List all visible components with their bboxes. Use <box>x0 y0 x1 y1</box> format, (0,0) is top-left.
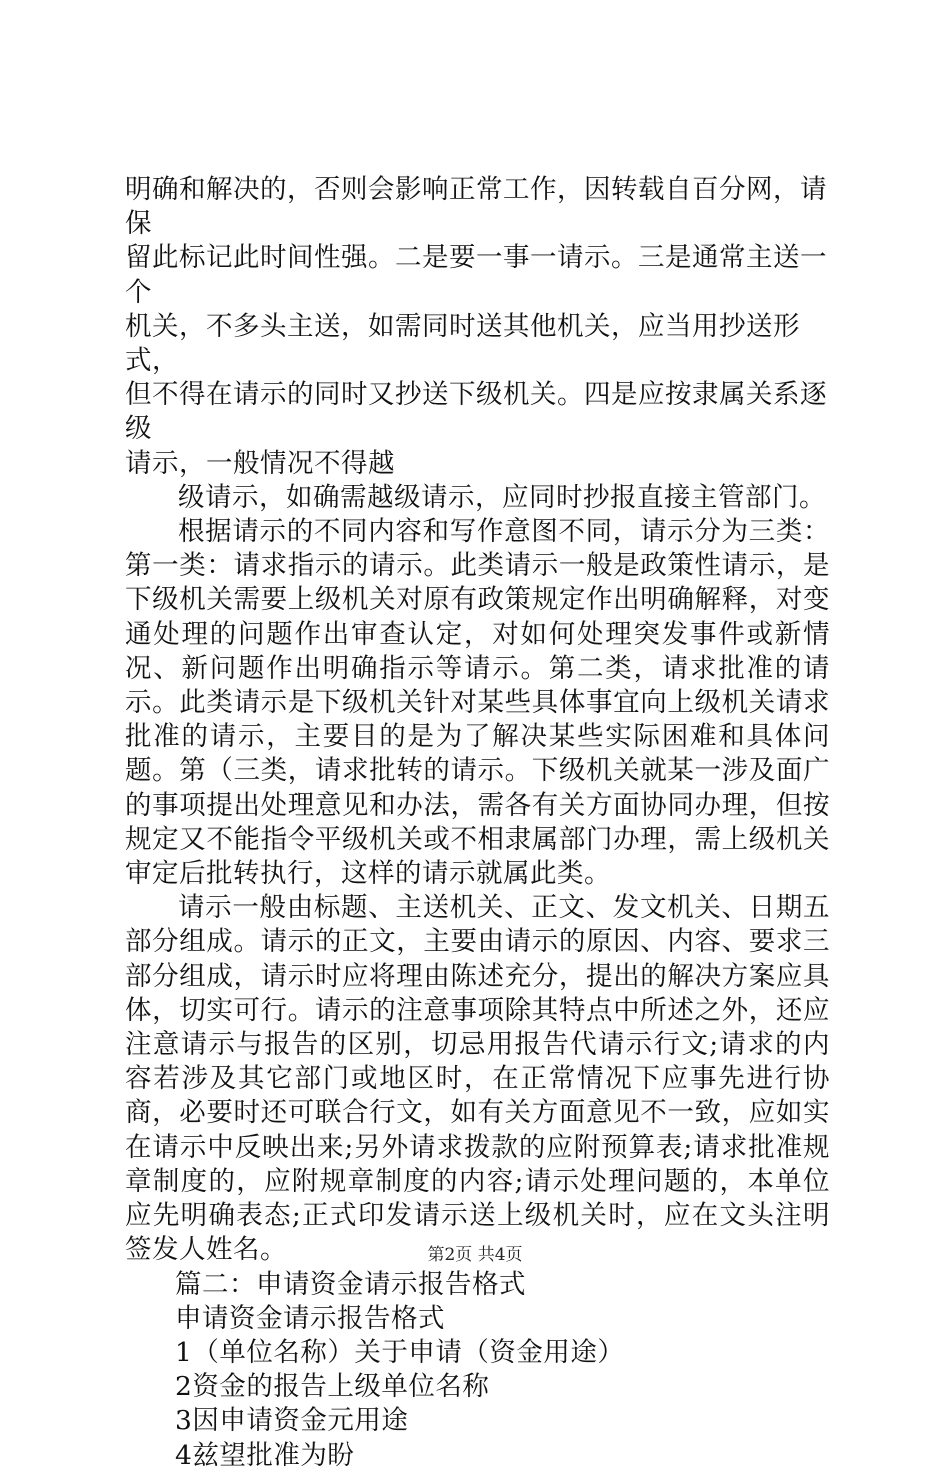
paragraph-request-types: 根据请示的不同内容和写作意图不同，请示分为三类：第一类：请求指示的请示。此类请示一般是政策性请示，是下级机关需要上级机关对原有政策规定作出明确解释，对变通处理的问题作出审查认定，对如何处理突发事件或新情况、新问题作出明确指示等请示。第二类，请求批准的请示。此类请示是下级机关针对某些具体事宜向上级机关请求批准的请示，主要目的是为了解决某些实际困难和具体问题。第（三类，请求批转的请示。下级机关就某一涉及面广的事项提出处理意见和办法，需各有关方面协同办理，但按规定又不能指令平级机关或不相隶属部门办理，需上级机关审定后批转执行，这样的请示就属此类。 <box>125 516 830 890</box>
section-subheading: 申请资金请示报告格式 <box>175 1302 445 1334</box>
list-item: 2资金的报告上级单位名称 <box>175 1371 490 1403</box>
text-line: 留此标记此时间性强。二是要一事一请示。三是通常主送一个 <box>125 242 827 308</box>
paragraph-continuation <box>125 173 830 481</box>
paragraph-request-structure: 请示一般由标题、主送机关、正文、发文机关、日期五部分组成。请示的正文，主要由请示的原因、内容、要求三部分组成，请示时应将理由陈述充分，提出的解决方案应具体，切实可行。请示的注意事项除其特点中所述之外，还应注意请示与报告的区别，切忌用报告代请示行文;请求的内容若涉及其它部门或地区时，在正常情况下应事先进行协商，必要时还可联合行文，如有关方面意见不一致，应如实在请示中反映出来;另外请求拨款的应附预算表;请求批准规章制度的，应附规章制度的内容;请示处理问题的，本单位应先明确表态;正式印发请示送上级机关时，应在文头注明签发人姓名。 <box>125 892 830 1266</box>
text-line: 但不得在请示的同时又抄送下级机关。四是应按隶属关系逐级 <box>125 379 827 445</box>
text-line: 明确和解决的，否则会影响正常工作，因转载自百分网，请保 <box>125 174 827 240</box>
list-item: 3因申请资金元用途 <box>175 1405 409 1437</box>
page-number-footer: 第2页 共4页 <box>427 1245 523 1265</box>
document-body <box>125 173 830 1473</box>
section-heading: 篇二：申请资金请示报告格式 <box>175 1268 526 1300</box>
paragraph-escalation-note: 级请示，如确需越级请示，应同时抄报直接主管部门。 <box>178 481 826 513</box>
text-line: 机关，不多头主送，如需同时送其他机关，应当用抄送形式， <box>125 310 800 377</box>
list-item: 4兹望批准为盼 <box>175 1439 355 1471</box>
list-item: 1（单位名称）关于申请（资金用途） <box>175 1336 625 1368</box>
text-line: 请示，一般情况不得越 <box>125 447 395 479</box>
